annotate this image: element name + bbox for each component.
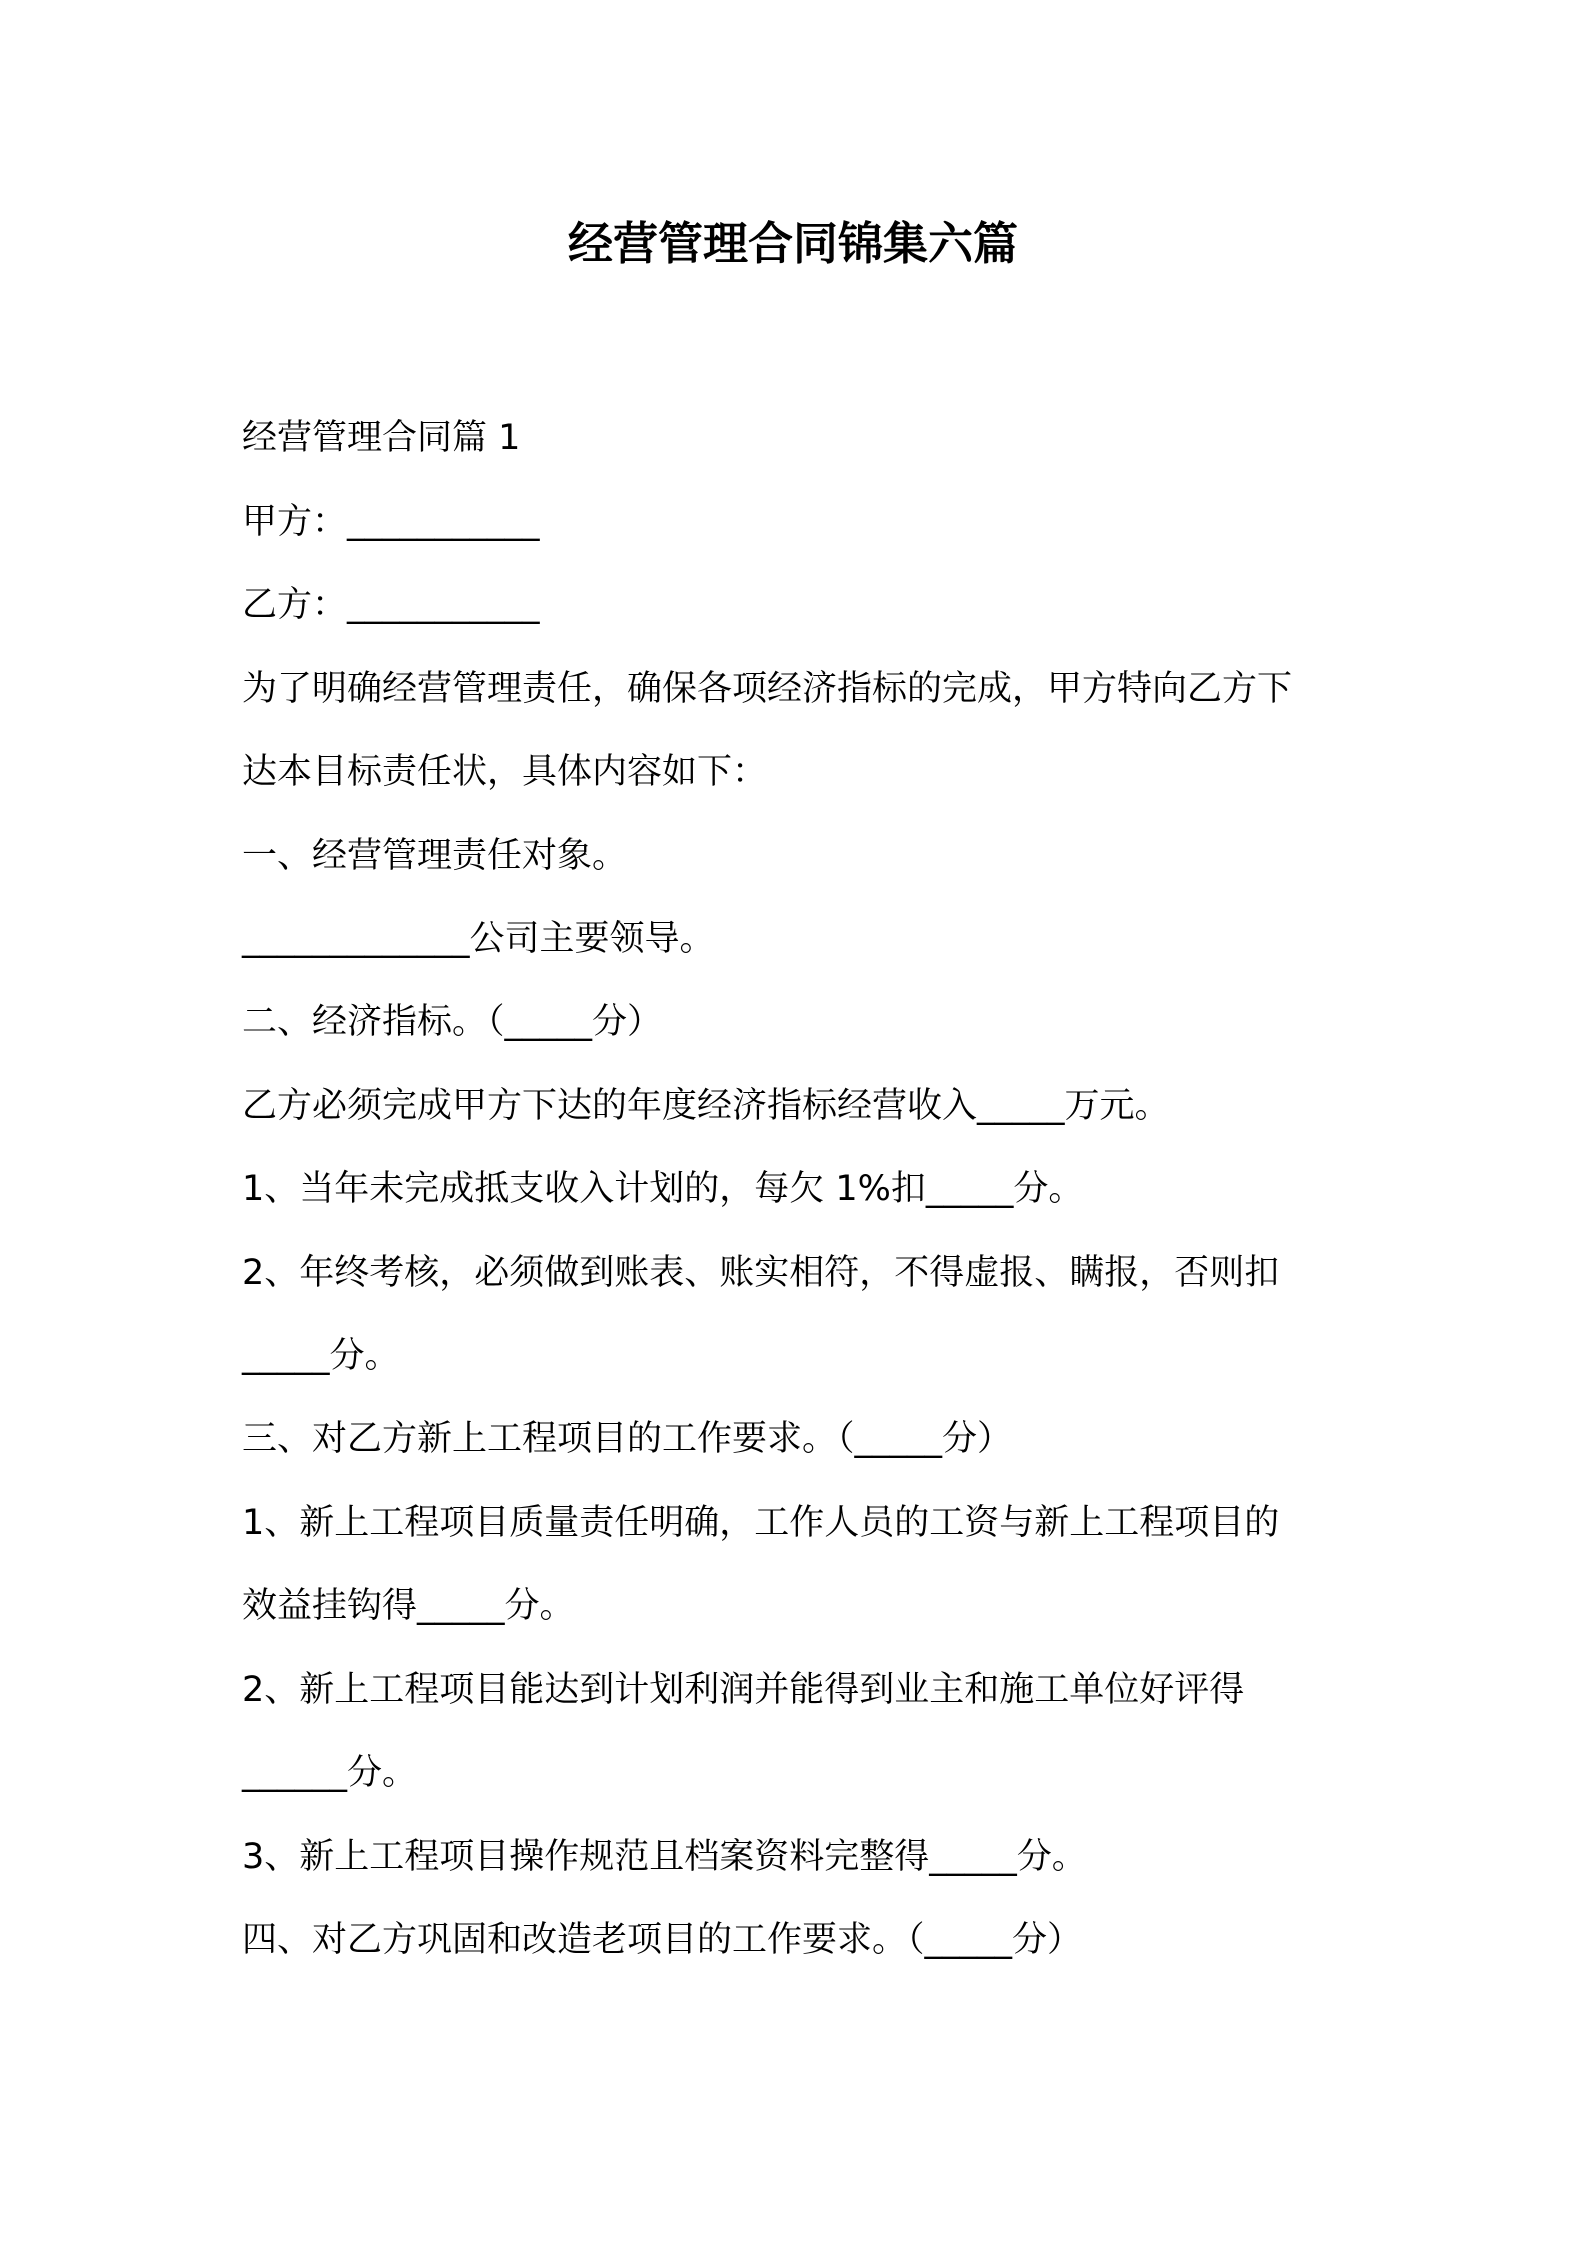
clause-heading: 四、对乙方巩固和改造老项目的工作要求。（_____分） (242, 1920, 1083, 1960)
document-title: 经营管理合同锦集六篇 (567, 217, 1018, 270)
paragraph-line: _____分。 (242, 1336, 400, 1376)
list-item: 3、新上工程项目操作规范且档案资料完整得_____分。 (242, 1837, 1087, 1877)
paragraph-line: _____________公司主要领导。 (242, 919, 715, 959)
list-item: 1、当年未完成抵支收入计划的，每欠 1%扣_____分。 (242, 1169, 1084, 1209)
list-item: 2、年终考核，必须做到账表、账实相符，不得虚报、瞒报，否则扣 (242, 1253, 1280, 1293)
paragraph-line: 为了明确经营管理责任，确保各项经济指标的完成，甲方特向乙方下 (242, 669, 1293, 709)
paragraph-line: 乙方必须完成甲方下达的年度经济指标经营收入_____万元。 (242, 1086, 1170, 1126)
party-b-line: 乙方：___________ (242, 585, 540, 625)
list-item: 1、新上工程项目质量责任明确，工作人员的工资与新上工程项目的 (242, 1503, 1280, 1543)
clause-heading: 三、对乙方新上工程项目的工作要求。（_____分） (242, 1419, 1013, 1459)
paragraph-line: 达本目标责任状，具体内容如下： (242, 752, 768, 792)
clause-heading: 一、经营管理责任对象。 (242, 836, 628, 876)
list-item: 2、新上工程项目能达到计划利润并能得到业主和施工单位好评得 (242, 1670, 1245, 1710)
party-a-line: 甲方：___________ (242, 502, 540, 542)
section-heading: 经营管理合同篇 1 (242, 418, 521, 458)
paragraph-line: ______分。 (242, 1753, 418, 1793)
paragraph-line: 效益挂钩得_____分。 (242, 1586, 575, 1626)
clause-heading: 二、经济指标。（_____分） (242, 1002, 663, 1042)
